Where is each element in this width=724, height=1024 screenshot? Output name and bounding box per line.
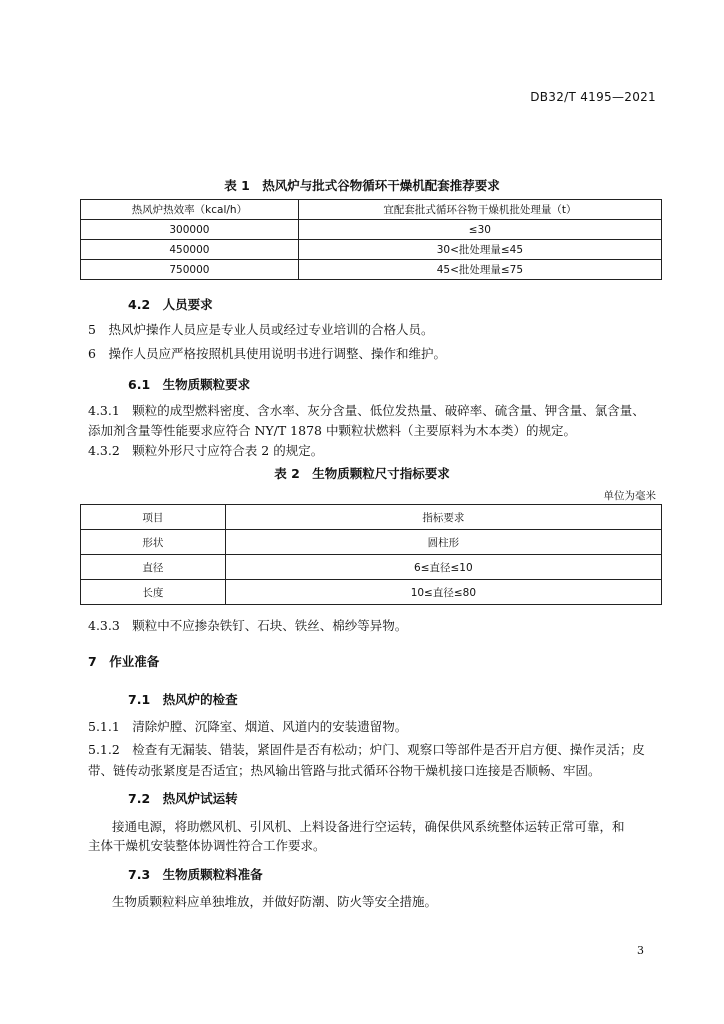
table-cell: 45<批处理量≤75 <box>298 260 661 280</box>
table-cell: 450000 <box>81 240 299 260</box>
section-heading-4-2: 4.2 人员要求 <box>128 297 213 312</box>
table2-unit: 单位为毫米 <box>603 490 656 502</box>
table-cell: 长度 <box>81 580 226 605</box>
table-cell: 750000 <box>81 260 299 280</box>
page-number: 3 <box>637 944 644 957</box>
table-row <box>81 220 662 240</box>
paragraph-7-2-line1: 接通电源，将助燃风机、引风机、上料设备进行空运转，确保供风系统整体运转正常可靠，和 <box>112 819 625 834</box>
table-cell: 形状 <box>81 530 226 555</box>
table-row <box>81 260 662 280</box>
table-header-row <box>81 200 662 220</box>
table-row <box>81 530 662 555</box>
table-header-cell: 项目 <box>81 505 226 530</box>
section-heading-7: 7 作业准备 <box>88 654 160 669</box>
table-row <box>81 555 662 580</box>
paragraph-4-3-1-line2: 添加剂含量等性能要求应符合 NY/T 1878 中颗粒状燃料（主要原料为木本类）的规定。 <box>88 423 576 438</box>
table2 <box>80 504 662 605</box>
paragraph-7-3: 生物质颗粒料应单独堆放，并做好防潮、防火等安全措施。 <box>112 894 438 909</box>
table1-caption: 表 1 热风炉与批式谷物循环干燥机配套推荐要求 <box>224 178 500 193</box>
table-row <box>81 240 662 260</box>
section-heading-7-1: 7.1 热风炉的检查 <box>128 692 238 707</box>
table-cell: 10≤直径≤80 <box>225 580 661 605</box>
paragraph-4-3-3: 4.3.3 颗粒中不应掺杂铁钉、石块、铁丝、棉纱等异物。 <box>88 618 408 633</box>
paragraph-5-1-2-line1: 5.1.2 检查有无漏装、错装，紧固件是否有松动；炉门、观察口等部件是否开启方便、操作灵活；皮 <box>88 742 645 757</box>
table-header-cell: 热风炉热效率（kcal/h） <box>81 200 299 220</box>
table-header-cell: 宜配套批式循环谷物干燥机批处理量（t） <box>298 200 661 220</box>
table-row <box>81 580 662 605</box>
table-header-row <box>81 505 662 530</box>
table-cell: 圆柱形 <box>225 530 661 555</box>
table1 <box>80 199 662 280</box>
table-cell: 300000 <box>81 220 299 240</box>
table-cell: ≤30 <box>298 220 661 240</box>
section-heading-7-3: 7.3 生物质颗粒料准备 <box>128 867 263 882</box>
section-heading-6-1: 6.1 生物质颗粒要求 <box>128 377 251 392</box>
document-id: DB32/T 4195—2021 <box>530 90 656 104</box>
paragraph-5-1-2-line2: 带、链传动张紧度是否适宜；热风输出管路与批式循环谷物干燥机接口连接是否顺畅、牢固。 <box>88 763 601 778</box>
paragraph-4-3-1-line1: 4.3.1 颗粒的成型燃料密度、含水率、灰分含量、低位发热量、破碎率、硫含量、钾含量、氯含量、 <box>88 403 645 418</box>
table-cell: 30<批处理量≤45 <box>298 240 661 260</box>
paragraph-5-1-1: 5.1.1 清除炉膛、沉降室、烟道、风道内的安装遗留物。 <box>88 719 408 734</box>
table-cell: 直径 <box>81 555 226 580</box>
table-header-cell: 指标要求 <box>225 505 661 530</box>
paragraph-7-2-line2: 主体干燥机安装整体协调性符合工作要求。 <box>88 838 326 853</box>
table-cell: 6≤直径≤10 <box>225 555 661 580</box>
section-heading-7-2: 7.2 热风炉试运转 <box>128 791 238 806</box>
paragraph-4-3-2: 4.3.2 颗粒外形尺寸应符合表 2 的规定。 <box>88 443 324 458</box>
paragraph-6: 6 操作人员应严格按照机具使用说明书进行调整、操作和维护。 <box>88 346 446 361</box>
paragraph-5: 5 热风炉操作人员应是专业人员或经过专业培训的合格人员。 <box>88 322 434 337</box>
table2-caption: 表 2 生物质颗粒尺寸指标要求 <box>274 466 450 481</box>
